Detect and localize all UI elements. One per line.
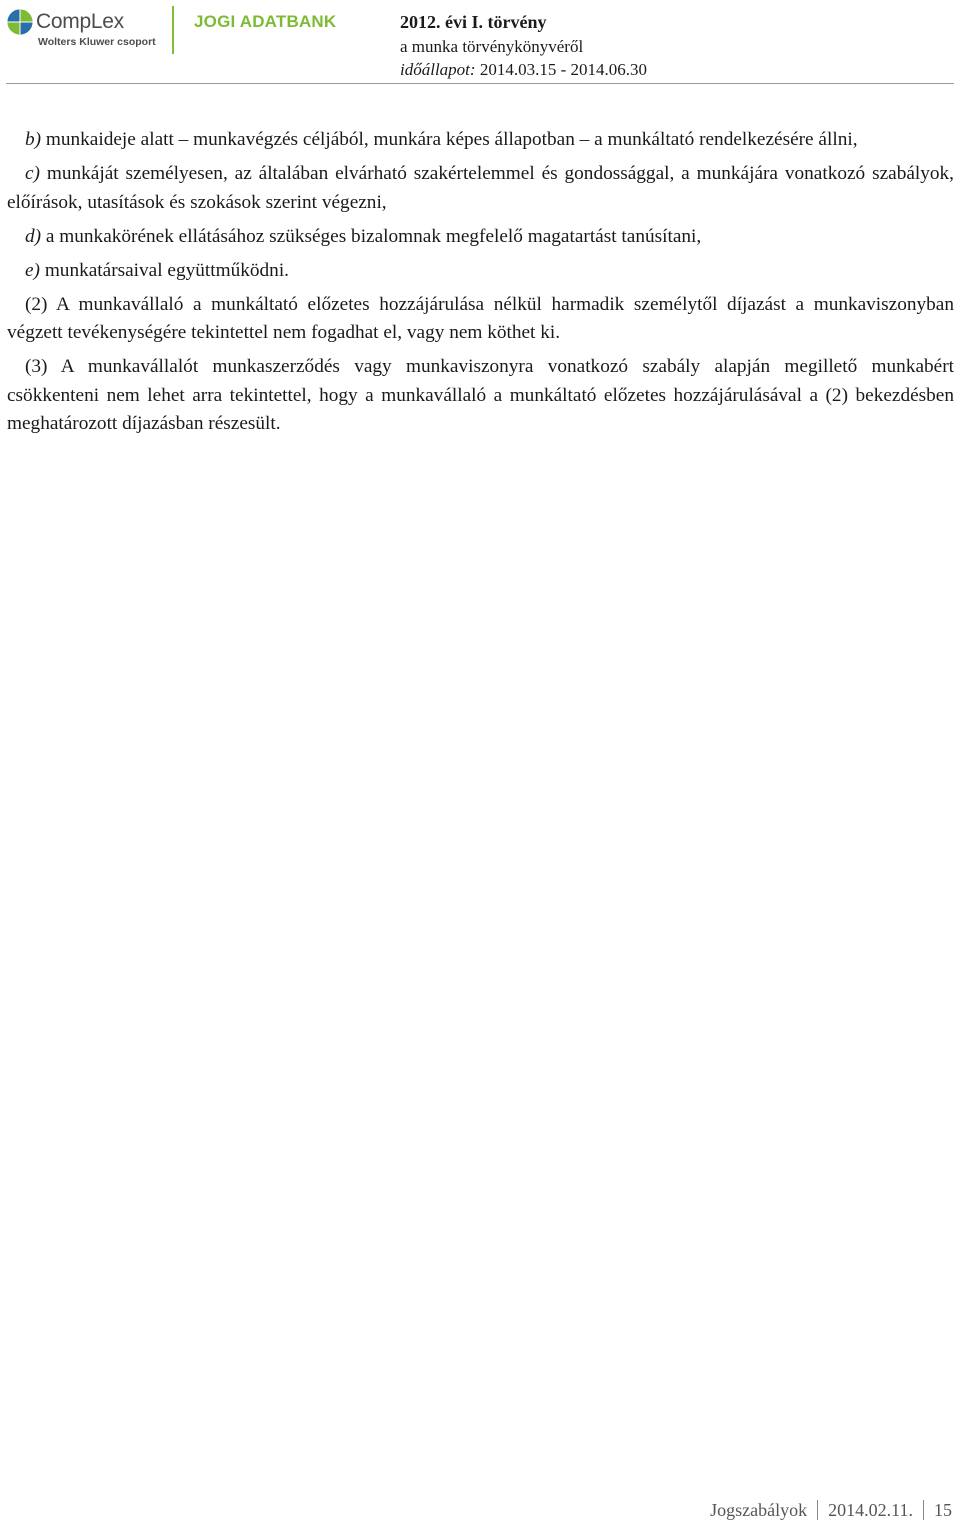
document-subtitle: a munka törvénykönyvéről [400, 37, 584, 56]
item-text: a munkakörének ellátásához szükséges bizalomnak megfelelő magatartást tanúsítani, [45, 225, 702, 247]
header-divider [6, 83, 954, 84]
list-item [7, 257, 954, 286]
footer-source: Jogszabályok [710, 1500, 808, 1520]
logo-divider [172, 6, 174, 54]
footer-separator [817, 1500, 818, 1520]
document-validity [400, 60, 647, 80]
list-item [7, 223, 954, 252]
page-footer [710, 1500, 952, 1521]
item-label: e) [25, 259, 40, 281]
list-item [7, 160, 954, 217]
list-item [7, 126, 954, 155]
footer-date: 2014.02.11. [828, 1500, 913, 1520]
page-number: 15 [934, 1500, 952, 1520]
logo-brand-name: CompLex [36, 10, 124, 33]
complex-logo [6, 6, 166, 52]
logo-brand-subtitle: Wolters Kluwer csoport [38, 36, 156, 48]
paragraph: (2) A munkavállaló a munkáltató előzetes hozzájárulása nélkül harmadik személytől díjazást a munkaviszonyban végzett tevékenységére tekintettel nem fogadhat el, vagy nem köthet ki. [7, 293, 954, 343]
footer-separator [923, 1500, 924, 1520]
paragraph: (3) A munkavállalót munkaszerződés vagy munkaviszonyra vonatkozó szabály alapján megillető munkabért csökkenteni nem lehet arra tekintettel, hogy a munkavállaló a munkáltató előzetes hozzájárulásával a (2) bekezdésben meghatározott díjazásban részesült. [7, 356, 954, 434]
document-title: 2012. évi I. törvény [400, 12, 547, 32]
globe-logo-icon [6, 8, 34, 36]
item-label: b) [25, 129, 42, 150]
validity-value: 2014.03.15 - 2014.06.30 [479, 60, 647, 79]
item-label: c) [25, 163, 40, 184]
item-text: munkatársaival együttműködni. [44, 259, 289, 281]
item-text: munkáját személyesen, az általában elvárható szakértelemmel és gondossággal, a munkájára vonatkozó szabályok, előírások, utasítások és szokások szerint végezni, [7, 163, 954, 213]
product-logo: JOGI ADATBANK [194, 12, 337, 31]
document-body [7, 126, 954, 444]
validity-label: időállapot: [400, 60, 476, 79]
item-text: munkaideje alatt – munkavégzés céljából, munkára képes állapotban – a munkáltató rendelkezésére állni, [45, 129, 858, 150]
page-header [0, 0, 960, 84]
item-label: d) [25, 225, 42, 247]
